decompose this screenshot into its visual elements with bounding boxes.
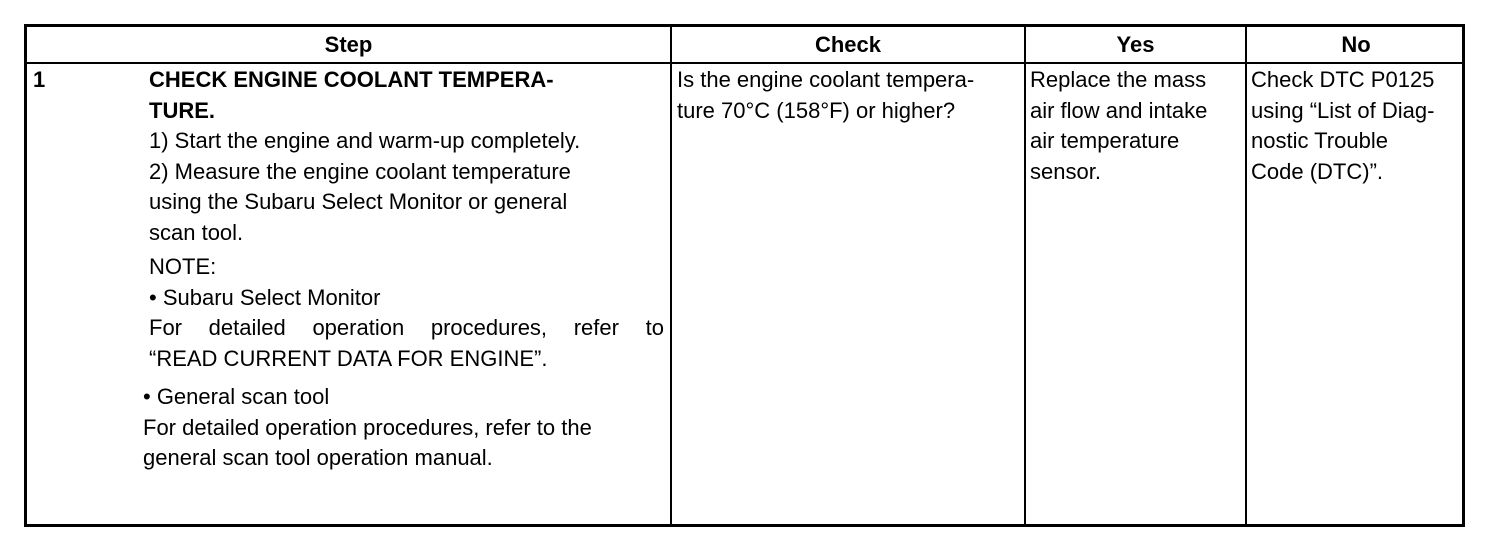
check-text-line2: ture 70°C (158°F) or higher?	[677, 97, 956, 123]
step-instruction-2-line2: using the Subaru Select Monitor or general	[149, 189, 568, 214]
yes-text-line4: sensor.	[1030, 158, 1101, 184]
bullet1-description-line2: “READ CURRENT DATA FOR ENGINE”.	[149, 345, 548, 371]
no-text-line3: nostic Trouble	[1251, 128, 1388, 153]
yes-text-line2: air flow and intake	[1030, 97, 1208, 123]
step-instruction-2-line3: scan tool.	[149, 219, 244, 245]
step-title-line1: CHECK ENGINE COOLANT TEMPERA-	[149, 67, 554, 92]
check-text-line1: Is the engine coolant tempera-	[677, 67, 975, 92]
step-instruction-1: 1) Start the engine and warm-up completely.	[149, 128, 581, 153]
no-text-line1: Check DTC P0125	[1251, 67, 1435, 92]
bullet2-description-line2: general scan tool operation manual.	[143, 445, 493, 470]
yes-text-line3: air temperature	[1030, 128, 1180, 153]
bullet-general-scan-tool: • General scan tool	[143, 384, 330, 409]
step-title-line2: TURE.	[149, 97, 215, 123]
diagnostic-table	[24, 24, 1465, 527]
column-divider-check-yes	[1024, 27, 1026, 524]
bullet-subaru-select-monitor: • Subaru Select Monitor	[149, 284, 381, 310]
no-text-line2: using “List of Diag-	[1251, 97, 1435, 123]
column-divider-step-check	[670, 27, 672, 524]
header-check: Check	[814, 32, 882, 57]
no-text-line4: Code (DTC)”.	[1251, 158, 1384, 184]
bullet2-description-line1: For detailed operation procedures, refer to the	[143, 414, 592, 440]
note-label: NOTE:	[149, 254, 217, 279]
step-number: 1	[33, 67, 46, 92]
header-no: No	[1341, 32, 1371, 57]
step-instruction-2-line1: 2) Measure the engine coolant temperature	[149, 158, 571, 184]
column-divider-yes-no	[1245, 27, 1247, 524]
header-yes: Yes	[1116, 32, 1155, 57]
bullet1-description-line1: For detailed operation procedures, refer to	[149, 315, 664, 340]
header-step: Step	[324, 32, 373, 57]
header-divider	[27, 62, 1462, 64]
yes-text-line1: Replace the mass	[1030, 67, 1207, 92]
